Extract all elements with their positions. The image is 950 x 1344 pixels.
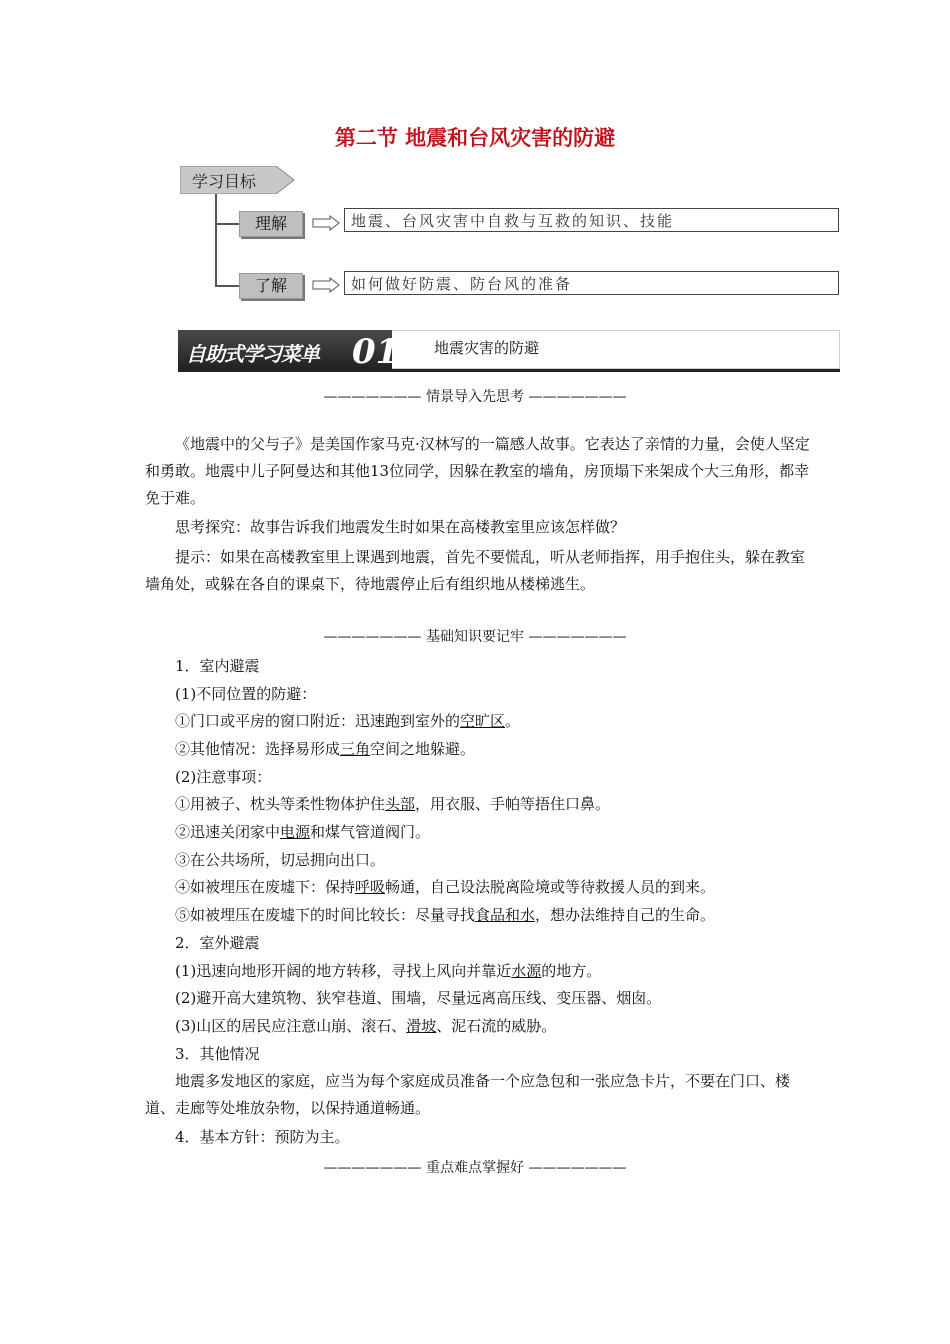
section-banner — [178, 330, 840, 372]
tree-vertical-line — [215, 194, 217, 286]
heading-principle: 4．基本方针：预防为主。 — [175, 1128, 350, 1146]
objective-content-understand: 地震、台风灾害中自救与互救的知识、技能 — [344, 208, 839, 232]
objectives-tag-label: 学习目标 — [192, 172, 257, 191]
fill-blank-answer: 呼吸 — [355, 878, 386, 896]
page-title: 第二节 地震和台风灾害的防避 — [334, 126, 616, 150]
list-item: ④如被埋压在废墟下：保持呼吸畅通，自己设法脱离险境或等待救援人员的到来。 — [175, 878, 716, 896]
tree-branch-line — [215, 223, 239, 225]
banner-underline — [178, 369, 840, 372]
fill-blank-answer: 头部 — [385, 795, 416, 813]
list-item: ②其他情况：选择易形成三角空间之地躲避。 — [175, 740, 476, 758]
banner-label: 自助式学习菜单 — [186, 342, 319, 366]
fill-blank-answer: 食品和水 — [475, 906, 536, 924]
heading-other: 3．其他情况 — [175, 1045, 260, 1063]
objective-content-know: 如何做好防震、防台风的准备 — [344, 271, 839, 295]
objective-level-understand: 理解 — [239, 211, 303, 237]
objective-level-know: 了解 — [239, 273, 303, 299]
fill-blank-answer: 三角 — [340, 740, 371, 758]
list-item: ⑤如被埋压在废墟下的时间比较长：尽量寻找食品和水，想办法维持自己的生命。 — [175, 906, 716, 924]
objectives-tag — [180, 166, 296, 194]
fill-blank-answer: 水源 — [511, 962, 542, 980]
section-heading-key-points: ——————— 重点难点掌握好 ——————— — [323, 1160, 627, 1176]
heading-outdoor: 2．室外避震 — [175, 934, 260, 952]
section-heading-intro: ——————— 情景导入先思考 ——————— — [323, 389, 627, 405]
list-item: (2)避开高大建筑物、狭窄巷道、围墙，尽量远离高压线、变压器、烟囱。 — [175, 989, 662, 1007]
fill-blank-answer: 空旷区 — [460, 712, 506, 730]
double-arrow-icon — [312, 215, 340, 231]
intro-paragraph: 《地震中的父与子》是美国作家马克·汉林写的一篇感人故事。它表达了亲情的力量，会使人坚定和勇敢。地震中儿子阿曼达和其他13位同学，因躲在教室的墙角，房顶塌下来架成个大三角形，都幸免于难。 — [145, 435, 810, 507]
subheading-notes: (2)注意事项： — [175, 768, 272, 786]
fill-blank-answer: 电源 — [280, 823, 311, 841]
double-arrow-icon — [312, 277, 340, 293]
banner-number: 01 — [352, 332, 400, 372]
list-item: ②迅速关闭家中电源和煤气管道阀门。 — [175, 823, 431, 841]
subheading-positions: (1)不同位置的防避： — [175, 685, 317, 703]
list-item: (3)山区的居民应注意山崩、滚石、滑坡、泥石流的威胁。 — [175, 1017, 557, 1035]
think-question: 思考探究：故事告诉我们地震发生时如果在高楼教室里应该怎样做？ — [175, 518, 626, 536]
fill-blank-answer: 滑坡 — [406, 1017, 437, 1035]
other-paragraph: 地震多发地区的家庭，应当为每个家庭成员准备一个应急包和一张应急卡片，不要在门口、楼道、走廊等处堆放杂物，以保持通道畅通。 — [145, 1072, 791, 1117]
list-item: (1)迅速向地形开阔的地方转移，寻找上风向并靠近水源的地方。 — [175, 962, 602, 980]
heading-indoor: 1．室内避震 — [175, 657, 260, 675]
list-item: ①门口或平房的窗口附近：迅速跑到室外的空旷区。 — [175, 712, 521, 730]
list-item: ①用被子、枕头等柔性物体护住头部，用衣服、手帕等捂住口鼻。 — [175, 795, 611, 813]
section-heading-basics: ——————— 基础知识要记牢 ——————— — [323, 629, 627, 645]
hint-paragraph: 提示：如果在高楼教室里上课遇到地震，首先不要慌乱，听从老师指挥，用手抱住头，躲在教室墙角处，或躲在各自的课桌下，待地震停止后有组织地从楼梯逃生。 — [145, 548, 806, 593]
banner-topic: 地震灾害的防避 — [434, 339, 540, 357]
list-item: ③在公共场所，切忌拥向出口。 — [175, 851, 386, 869]
tree-branch-line — [215, 285, 239, 287]
